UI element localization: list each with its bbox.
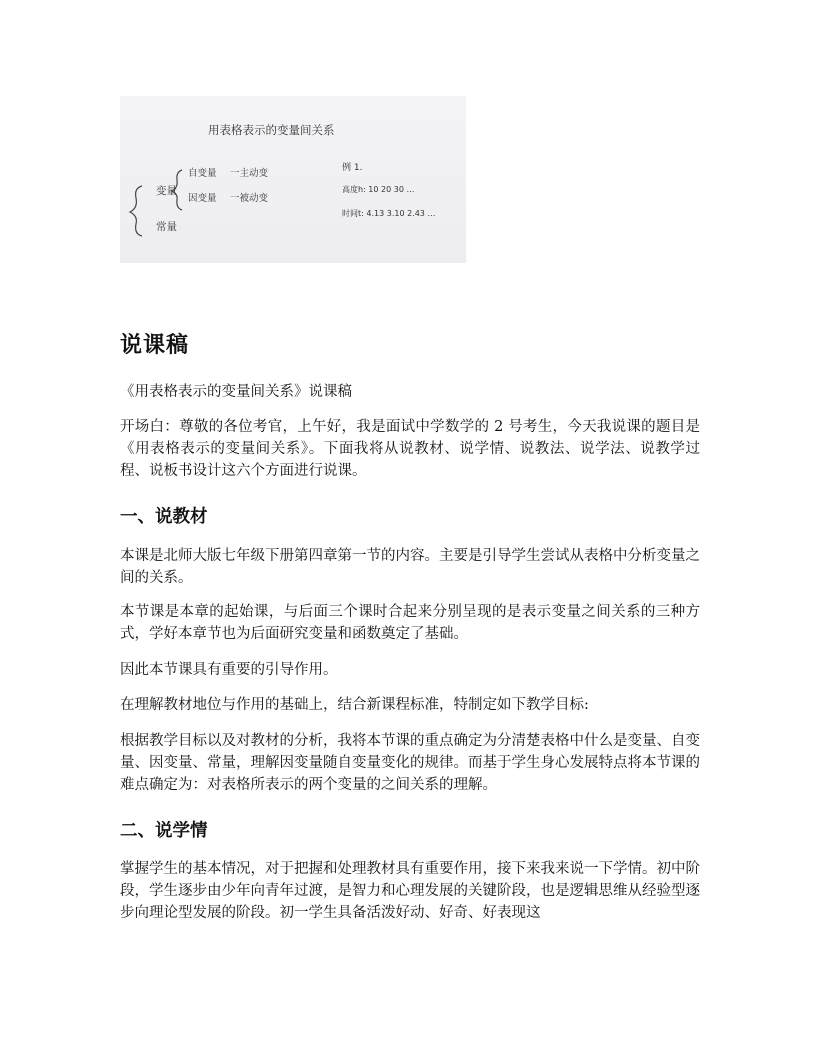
board-const-label: 常量 <box>156 221 177 233</box>
section-title-textbook: 一、说教材 <box>120 507 208 527</box>
board-handwriting <box>120 96 466 263</box>
board-height-row: 高度h: 10 20 30 … <box>342 185 415 194</box>
textbook-paragraph-5: 根据教学目标以及对教材的分析，我将本节课的重点确定为分清楚表格中什么是变量、自变量、因变量、常量，理解因变量随自变量变化的规律。而基于学生身心发展特点将本节课的难点确定为：对表格所表示的两个变量的之间关系的理解。 <box>120 733 700 793</box>
textbook-paragraph-4: 在理解教材地位与作用的基础上，结合新课程标准，特制定如下教学目标: <box>120 697 589 713</box>
section-title-students: 二、说学情 <box>120 821 208 841</box>
board-photo <box>120 96 466 263</box>
board-title: 用表格表示的变量间关系 <box>208 123 335 137</box>
textbook-paragraph-1: 本课是北师大版七年级下册第四章第一节的内容。主要是引导学生尝试从表格中分析变量之间的关系。 <box>120 548 700 586</box>
board-dep-desc: 一被动变 <box>230 193 269 204</box>
board-dep: 因变量 <box>188 193 217 204</box>
board-var-label: 变量 <box>156 185 177 197</box>
textbook-paragraph-2: 本节课是本章的起始课，与后面三个课时合起来分别呈现的是表示变量之间关系的三种方式，学好本章节也为后面研究变量和函数奠定了基础。 <box>120 604 700 642</box>
students-paragraph-1: 掌握学生的基本情况，对于把握和处理教材具有重要作用，接下来我来说一下学情。初中阶段，学生逐步由少年向青年过渡，是智力和心理发展的关键阶段，也是逻辑思维从经验型逐步向理论型发展的阶段。初一学生具备活泼好动、好奇、好表现这 <box>120 861 700 921</box>
outer-brace <box>130 186 142 236</box>
board-indep-desc: 一主动变 <box>230 168 269 179</box>
textbook-paragraph-3: 因此本节课具有重要的引导作用。 <box>120 662 338 678</box>
intro-paragraph: 开场白：尊敬的各位考官，上午好，我是面试中学数学的 2 号考生，今天我说课的题目是《用表格表示的变量间关系》。下面我将从说教材、说学情、说教法、说学法、说教学过程、说板书设计这六个方面进行说课。 <box>120 419 700 479</box>
page-title: 说课稿 <box>120 333 190 358</box>
board-example-label: 例 1. <box>342 163 363 173</box>
board-time-row: 时间t: 4.13 3.10 2.43 … <box>342 209 436 218</box>
board-indep: 自变量 <box>188 168 217 179</box>
doc-subtitle: 《用表格表示的变量间关系》说课稿 <box>120 384 352 400</box>
